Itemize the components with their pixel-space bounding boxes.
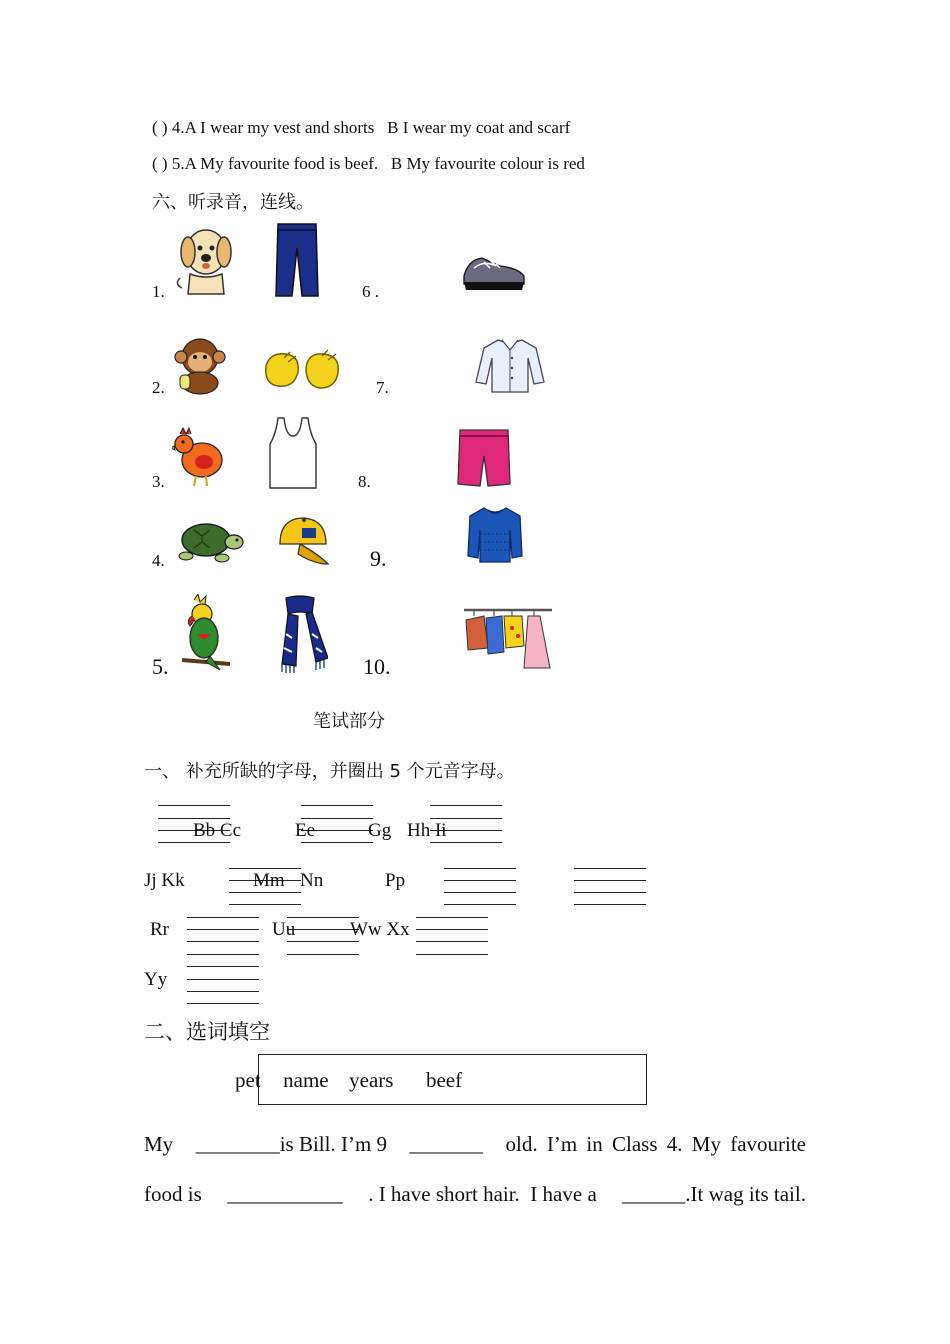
word-years: years	[349, 1068, 394, 1092]
fill-blank[interactable]: ___________	[227, 1182, 343, 1206]
letters-uu: Uu	[272, 919, 296, 940]
writing-line	[301, 805, 373, 806]
letters-mm: Mm	[253, 870, 285, 891]
letters-ww-xx: Ww Xx	[350, 919, 410, 940]
shorts-icon	[456, 426, 512, 488]
word-name: name	[283, 1068, 329, 1092]
letters-ee: Ee	[295, 820, 316, 841]
writing-line	[430, 818, 502, 819]
paragraph-line-2	[144, 1182, 806, 1207]
writing-line	[574, 904, 646, 905]
question-text: 4.A I wear my vest and shorts B I wear my coat and scarf	[171, 118, 571, 137]
writing-line	[187, 979, 259, 980]
writing-line	[574, 880, 646, 881]
match-number-3: 3.	[152, 472, 165, 491]
writing-line	[158, 805, 230, 806]
writing-line	[574, 892, 646, 893]
cap-icon	[274, 514, 330, 568]
match-number-10: 10.	[363, 654, 391, 679]
word-beef: beef	[425, 1068, 463, 1092]
writing-line	[187, 941, 259, 942]
match-number-5: 5.	[152, 654, 169, 679]
writing-line	[301, 842, 373, 843]
writing-line	[416, 917, 488, 918]
match-number-9: 9.	[370, 546, 387, 571]
text: old. I’m in Class 4. My favourite	[505, 1132, 806, 1156]
letters-hh-ii: Hh Ii	[407, 820, 447, 841]
written-part-title: 笔试部分	[313, 711, 385, 732]
match-number-2: 2.	[152, 378, 165, 397]
writing-line	[187, 966, 259, 967]
writing-line	[301, 818, 373, 819]
fill-blank[interactable]: ______	[622, 1182, 686, 1206]
match-number-6: 6 .	[362, 282, 379, 301]
answer-paren: ( )	[152, 154, 168, 173]
writing-line	[187, 954, 259, 955]
sneakers-icon	[460, 246, 528, 296]
letters-yy: Yy	[144, 969, 168, 990]
question-5	[152, 154, 585, 174]
text: . I have short hair. I have a	[368, 1182, 597, 1206]
answer-paren: ( )	[152, 118, 168, 137]
fill-blank[interactable]: _______	[409, 1132, 484, 1156]
writing-line	[444, 904, 516, 905]
writing-line	[287, 929, 359, 930]
fill-blank[interactable]: ________	[195, 1132, 280, 1156]
parrot-icon	[176, 594, 232, 672]
scarf-icon	[272, 594, 328, 674]
trousers-icon	[272, 222, 322, 298]
text: is Bill. I’m 9	[279, 1132, 388, 1156]
text: food is	[144, 1182, 202, 1206]
chicken-icon	[172, 426, 224, 490]
match-number-8: 8.	[358, 472, 371, 491]
letters-rr: Rr	[150, 919, 169, 940]
question-4	[152, 118, 570, 138]
word-pet: pet	[235, 1068, 261, 1092]
writing-line	[444, 868, 516, 869]
match-number-4: 4.	[152, 551, 165, 570]
writing-line	[287, 917, 359, 918]
gloves-icon	[262, 348, 344, 394]
writing-line	[574, 868, 646, 869]
writing-line	[187, 991, 259, 992]
writing-line	[430, 805, 502, 806]
writing-line	[287, 954, 359, 955]
monkey-icon	[172, 335, 228, 395]
writing-line	[444, 880, 516, 881]
letters-gg: Gg	[368, 820, 392, 841]
writing-line	[416, 941, 488, 942]
section6-title: 六、听录音，连线。	[152, 192, 314, 213]
letters-pp: Pp	[385, 870, 406, 891]
vest-icon	[266, 416, 320, 490]
writing-line	[229, 868, 301, 869]
writing-line	[444, 892, 516, 893]
clothes-rack-icon	[462, 604, 554, 672]
paragraph-line-1	[144, 1132, 806, 1157]
writing-line	[187, 929, 259, 930]
word-bank	[235, 1068, 462, 1093]
letters-nn: Nn	[300, 870, 324, 891]
letters-bb-cc: Bb Cc	[193, 820, 242, 841]
turtle-icon	[172, 518, 244, 564]
match-number-1: 1.	[152, 282, 165, 301]
writing-line	[430, 842, 502, 843]
writing-line	[158, 818, 230, 819]
question-text: 5.A My favourite food is beef. B My favourite colour is red	[171, 154, 585, 173]
section2-title: 二、选词填空	[144, 1020, 270, 1044]
match-number-7: 7.	[376, 378, 389, 397]
writing-line	[229, 904, 301, 905]
dog-icon	[172, 222, 236, 298]
text: .It wag its tail.	[685, 1182, 806, 1206]
writing-line	[287, 941, 359, 942]
writing-line	[229, 892, 301, 893]
writing-line	[416, 929, 488, 930]
writing-line	[187, 1003, 259, 1004]
sweater-icon	[466, 504, 524, 566]
writing-line	[187, 917, 259, 918]
writing-line	[416, 954, 488, 955]
writing-line	[158, 842, 230, 843]
section1-title: 一、 补充所缺的字母，并圈出 5 个元音字母。	[144, 761, 515, 782]
text: My	[144, 1132, 174, 1156]
shirt-icon	[474, 336, 546, 394]
letters-jj-kk: Jj Kk	[144, 870, 185, 891]
